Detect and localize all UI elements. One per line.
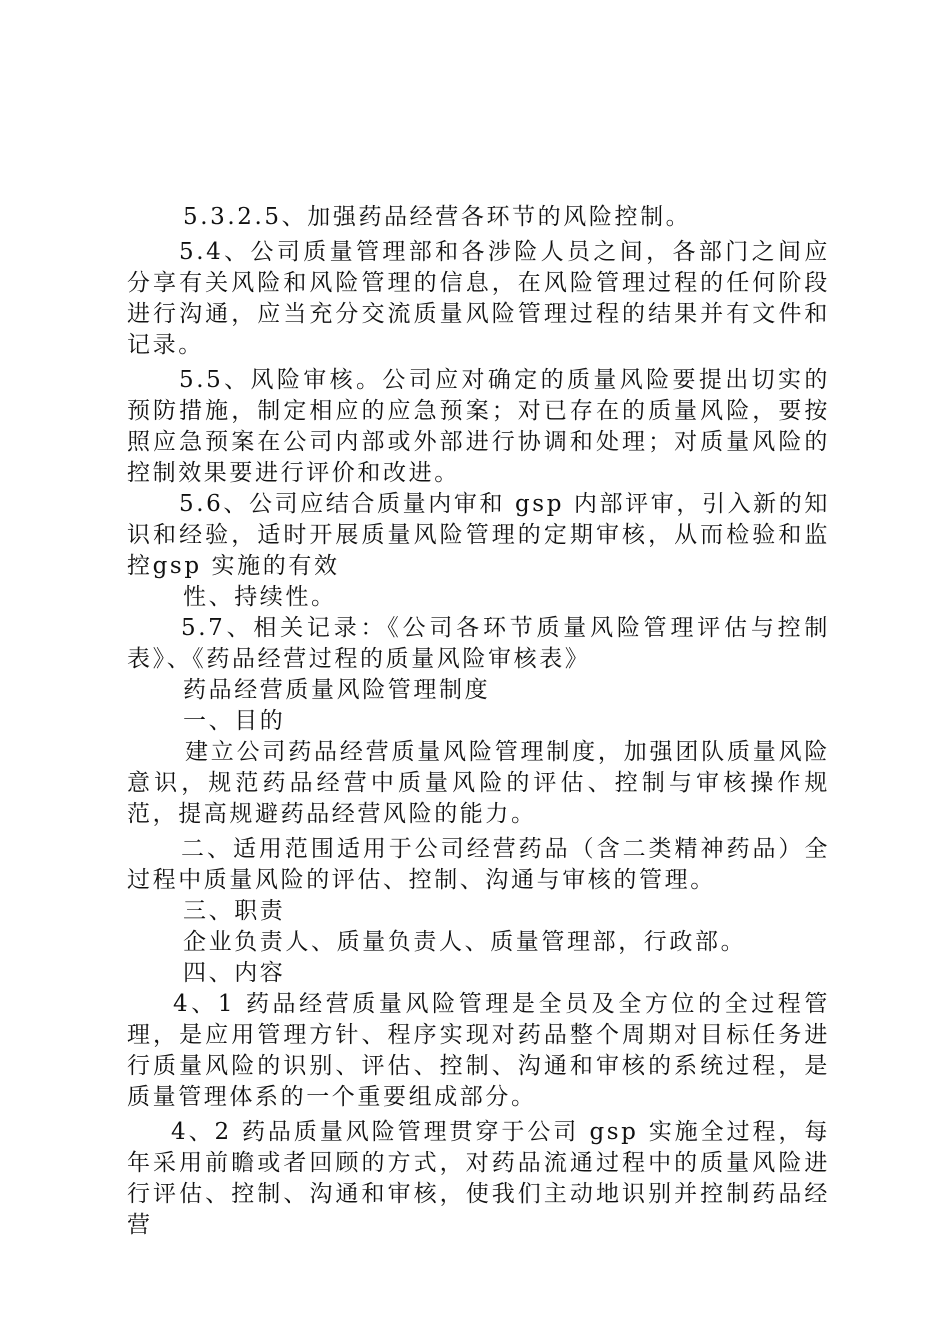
paragraph-purpose: 建立公司药品经营质量风险管理制度，加强团队质量风险意识，规范药品经营中质量风险的评估、控制与审核操作规范，提高规避药品经营风险的能力。 <box>127 739 830 827</box>
paragraph-5-5: 5.5、风险审核。公司应对确定的质量风险要提出切实的预防措施，制定相应的应急预案；对已存在的质量风险，要按照应急预案在公司内部或外部进行协调和处理；对质量风险的控制效果要进行评价和改进。 <box>127 367 830 486</box>
heading-content: 四、内容 <box>183 960 286 986</box>
paragraph-4-2: 4、2 药品质量风险管理贯穿于公司 gsp 实施全过程，每年采用前瞻或者回顾的方式，对药品流通过程中的质量风险进行评估、控制、沟通和审核，使我们主动地识别并控制药品经营 <box>127 1119 830 1238</box>
paragraph-5-6-continued: 性、持续性。 <box>183 584 337 610</box>
paragraph-responsibilities: 企业负责人、质量负责人、质量管理部，行政部。 <box>183 929 747 955</box>
paragraph-4-1: 4、1 药品经营质量风险管理是全员及全方位的全过程管理，是应用管理方针、程序实现对药品整个周期对目标任务进行质量风险的识别、评估、控制、沟通和审核的系统过程，是质量管理体系的一个重要组成部分。 <box>127 991 830 1110</box>
section-title: 药品经营质量风险管理制度 <box>183 677 491 703</box>
document-body <box>127 202 830 1241</box>
paragraph-5-6: 5.6、公司应结合质量内审和 gsp 内部评审，引入新的知识和经验，适时开展质量风险管理的定期审核，从而检验和监控gsp 实施的有效 <box>127 491 830 579</box>
paragraph-5-4: 5.4、公司质量管理部和各涉险人员之间，各部门之间应分享有关风险和风险管理的信息，在风险管理过程的任何阶段进行沟通，应当充分交流质量风险管理过程的结果并有文件和记录。 <box>127 239 830 358</box>
paragraph-5-7: 5.7、相关记录：《公司各环节质量风险管理评估与控制表》、《药品经营过程的质量风险审核表》 <box>127 615 830 672</box>
paragraph-scope: 二、适用范围适用于公司经营药品（含二类精神药品）全过程中质量风险的评估、控制、沟通与审核的管理。 <box>127 836 830 893</box>
paragraph-5-3-2-5: 5.3.2.5、加强药品经营各环节的风险控制。 <box>183 204 692 230</box>
heading-responsibilities: 三、职责 <box>183 898 286 924</box>
heading-purpose: 一、目的 <box>183 708 286 734</box>
